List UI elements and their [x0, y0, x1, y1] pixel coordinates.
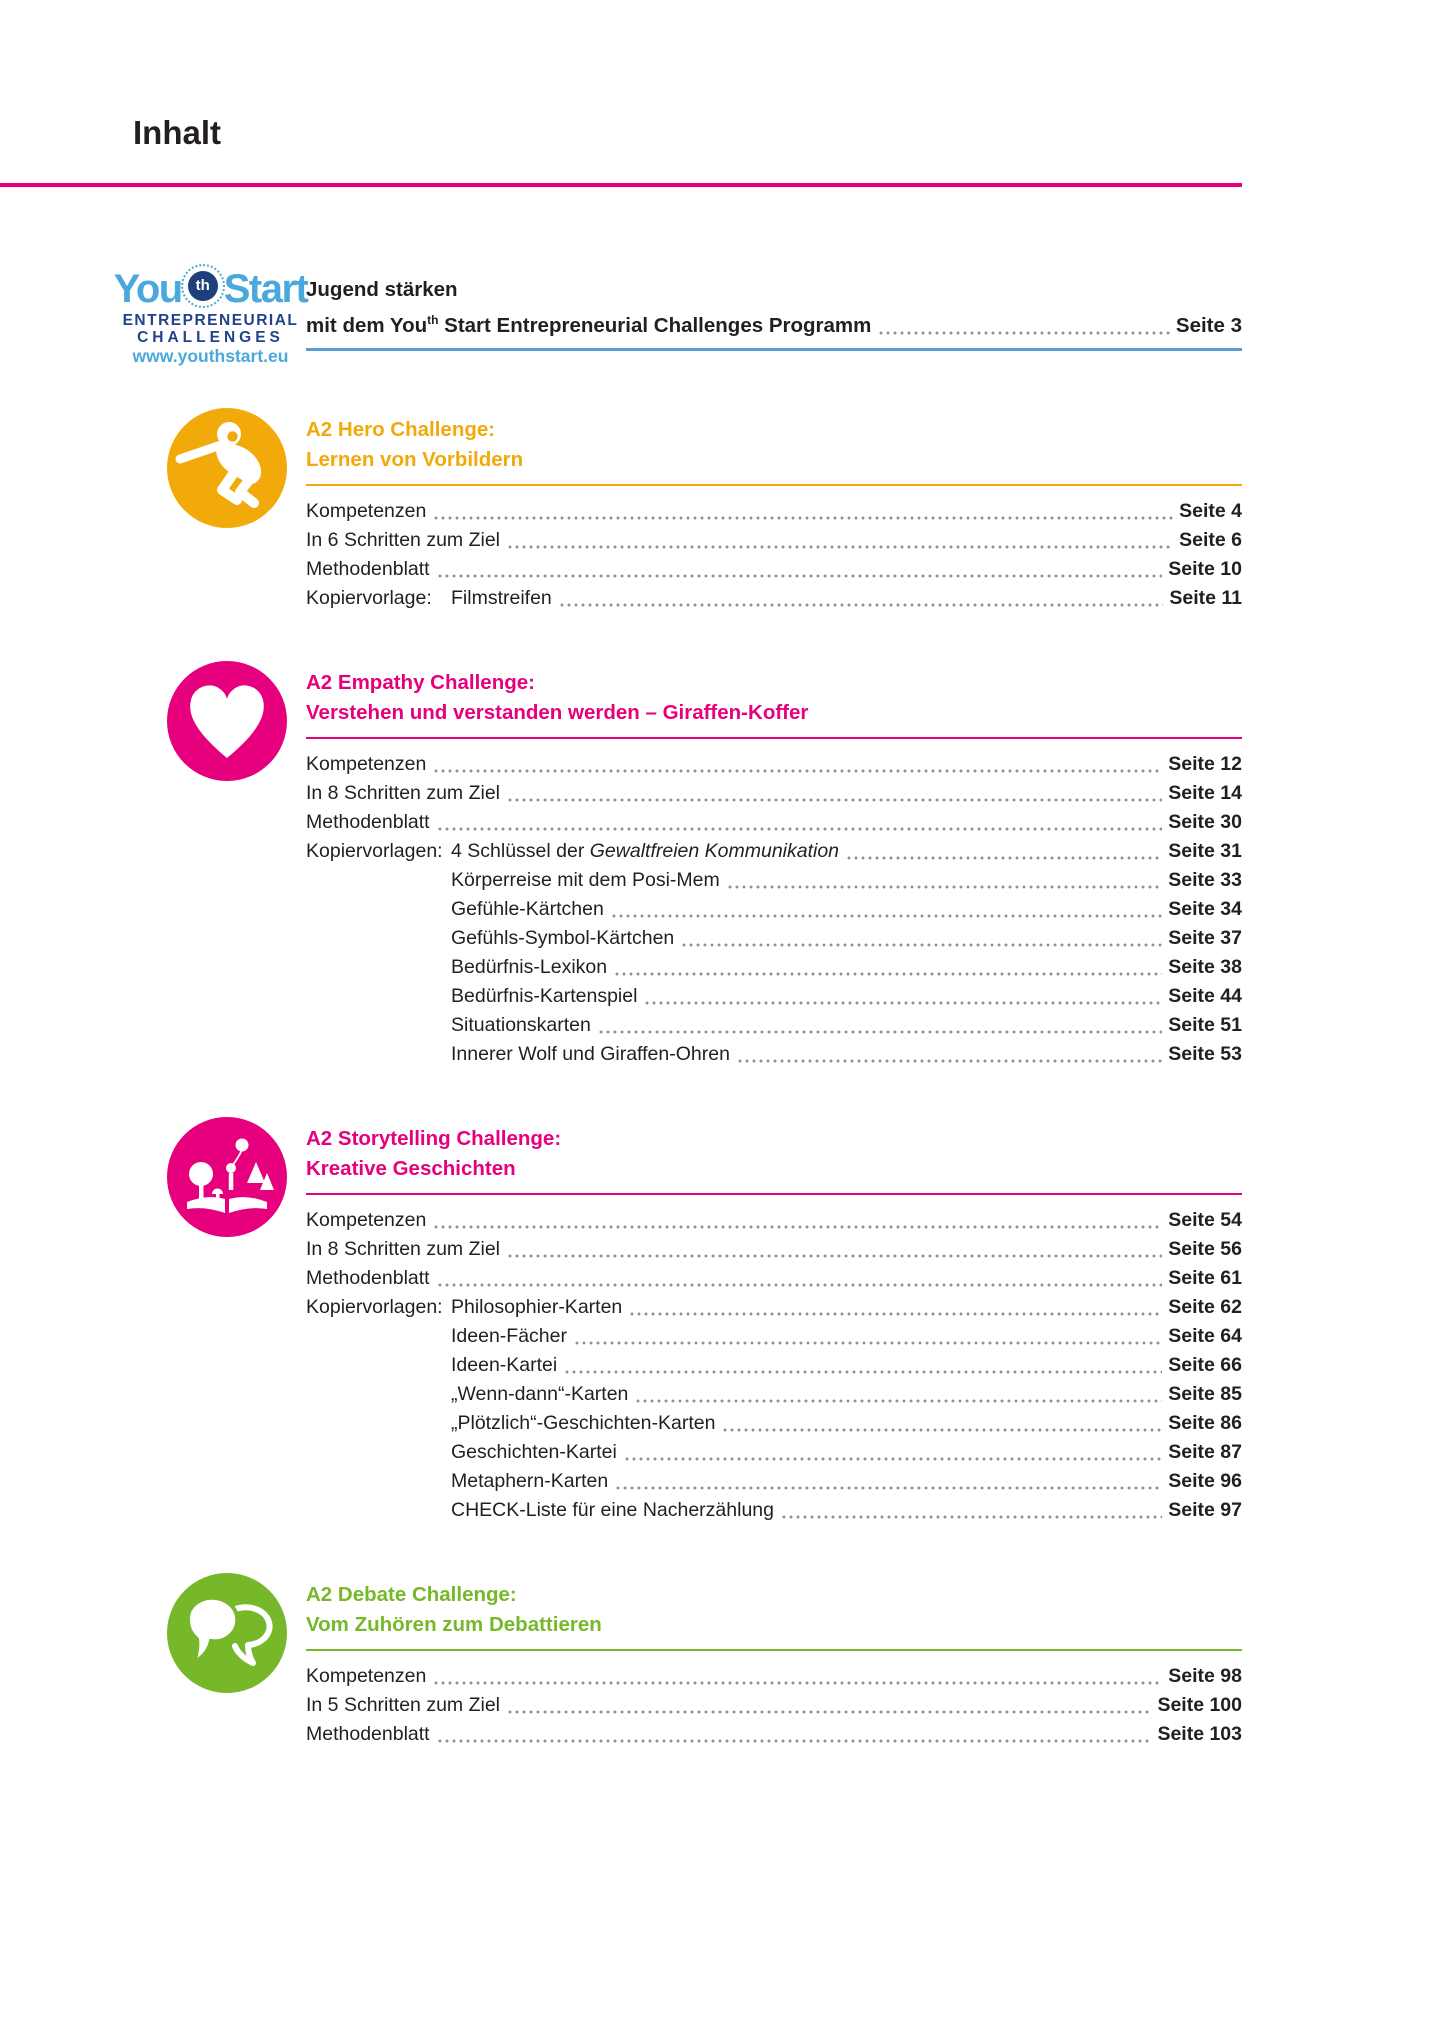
dotted-leader	[599, 1030, 1162, 1034]
section-content	[306, 1117, 1242, 1525]
page-number: Seite 44	[1168, 985, 1242, 1007]
dotted-leader	[508, 545, 1173, 549]
section-entries	[306, 750, 1242, 1069]
logo-subtitle-entrepreneurial: ENTREPRENEURIAL	[122, 312, 299, 329]
section-content	[306, 408, 1242, 613]
page-number: Seite 3	[1175, 313, 1242, 337]
section-icon-col	[133, 1573, 306, 1749]
entry-title: Kompetenzen	[306, 1665, 427, 1687]
section-content	[306, 1573, 1242, 1749]
toc-section	[0, 408, 1445, 613]
entry-title: Ideen-Kartei	[451, 1354, 558, 1376]
page-number: Seite 87	[1168, 1441, 1242, 1463]
section-title	[306, 1124, 1242, 1184]
page-number: Seite 4	[1179, 500, 1242, 522]
page-number: Seite 100	[1157, 1694, 1242, 1716]
dotted-leader	[636, 1399, 1162, 1403]
intro-divider	[306, 348, 1242, 351]
entry-title: Philosophier-Karten	[451, 1296, 623, 1318]
dotted-leader	[508, 1254, 1162, 1258]
section-icon-col	[133, 1117, 306, 1525]
dotted-leader	[645, 1001, 1162, 1005]
dotted-leader	[438, 1739, 1152, 1743]
page-number: Seite 98	[1168, 1665, 1242, 1687]
logo-th-badge	[181, 264, 225, 308]
dotted-leader	[565, 1370, 1162, 1374]
logo-subtitle-challenges: CHALLENGES	[137, 329, 284, 346]
toc-entry	[306, 1293, 1242, 1322]
dotted-leader	[847, 856, 1162, 860]
logo-word-start: Start	[223, 267, 308, 311]
page-number: Seite 37	[1168, 927, 1242, 949]
toc-entry	[306, 555, 1242, 584]
dotted-leader	[508, 798, 1162, 802]
page-number: Seite 6	[1179, 529, 1242, 551]
entry-label-column: Kopiervorlage:	[306, 587, 432, 609]
page-number: Seite 51	[1168, 1014, 1242, 1036]
entry-title: Methodenblatt	[306, 1723, 430, 1745]
section-icon-col	[133, 661, 306, 1069]
section-title-line1: A2 Hero Challenge:	[306, 418, 496, 441]
youthstart-logo	[115, 269, 306, 366]
heart-icon	[167, 661, 287, 781]
page-number: Seite 86	[1168, 1412, 1242, 1434]
sections	[0, 408, 1445, 1749]
page-number: Seite 97	[1168, 1499, 1242, 1521]
toc-entry	[306, 1264, 1242, 1293]
page-number: Seite 64	[1168, 1325, 1242, 1347]
section-title-line2: Lernen von Vorbildern	[306, 448, 524, 471]
toc-entry	[306, 1438, 1242, 1467]
dotted-leader	[560, 603, 1164, 607]
dotted-leader	[682, 943, 1162, 947]
section-content	[306, 661, 1242, 1069]
logo-th-badge-text: th	[188, 271, 218, 301]
intro-heading-text: mit dem You$^{th}$ Start Entrepreneurial Challenges Programm	[306, 313, 872, 337]
toc-entry	[306, 584, 1242, 613]
section-title-line1: A2 Debate Challenge:	[306, 1583, 517, 1606]
section-divider	[306, 484, 1242, 486]
section-entries	[306, 497, 1242, 613]
toc-entry	[306, 1380, 1242, 1409]
section-title-line1: A2 Storytelling Challenge:	[306, 1127, 562, 1150]
section-title-line2: Kreative Geschichten	[306, 1157, 516, 1180]
dotted-leader	[630, 1312, 1162, 1316]
entry-title: „Wenn-dann“-Karten	[451, 1383, 629, 1405]
entry-title: „Plötzlich“-Geschichten-Karten	[451, 1412, 716, 1434]
entry-title: Körperreise mit dem Posi-Mem	[451, 869, 720, 891]
dotted-leader	[625, 1457, 1162, 1461]
dotted-leader	[434, 1225, 1162, 1229]
entry-title: In 5 Schritten zum Ziel	[306, 1694, 500, 1716]
entry-title: Methodenblatt	[306, 1267, 430, 1289]
page-number: Seite 62	[1168, 1296, 1242, 1318]
entry-title: Innerer Wolf und Giraffen-Ohren	[451, 1043, 730, 1065]
intro-row	[115, 269, 1242, 366]
toc-entry	[306, 895, 1242, 924]
toc-entry	[306, 1720, 1242, 1749]
toc-entry	[306, 1691, 1242, 1720]
toc-entry	[306, 779, 1242, 808]
entry-title: In 6 Schritten zum Ziel	[306, 529, 500, 551]
entry-title: Kompetenzen	[306, 1209, 427, 1231]
toc-entry	[306, 808, 1242, 837]
logo-word-you: You	[113, 267, 182, 311]
dotted-leader	[879, 331, 1170, 335]
entry-title: Methodenblatt	[306, 558, 430, 580]
toc-entry	[306, 982, 1242, 1011]
dotted-leader	[728, 885, 1163, 889]
dotted-leader	[575, 1341, 1162, 1345]
page-number: Seite 61	[1168, 1267, 1242, 1289]
entry-title: Geschichten-Kartei	[451, 1441, 617, 1463]
logo-wordmark	[115, 269, 306, 309]
title-divider	[0, 183, 1242, 187]
entry-title: Bedürfnis-Kartenspiel	[451, 985, 638, 1007]
toc-entry	[306, 924, 1242, 953]
dotted-leader	[438, 827, 1163, 831]
page-number: Seite 12	[1168, 753, 1242, 775]
section-icon-col	[133, 408, 306, 613]
page-number: Seite 56	[1168, 1238, 1242, 1260]
page-number: Seite 66	[1168, 1354, 1242, 1376]
intro-heading-line1: Jugend stärken	[306, 278, 458, 301]
entry-title: Ideen-Fächer	[451, 1325, 567, 1347]
toc-entry	[306, 1467, 1242, 1496]
entry-label-column: Kopiervorlagen:	[306, 1296, 443, 1318]
entry-title: 4 Schlüssel der Gewaltfreien Kommunikation	[451, 840, 840, 862]
section-title	[306, 668, 1242, 728]
toc-entry	[306, 750, 1242, 779]
section-title	[306, 415, 1242, 475]
toc-section	[0, 1117, 1445, 1525]
toc-entry	[306, 1351, 1242, 1380]
toc-entry	[306, 1206, 1242, 1235]
intro-content	[306, 269, 1242, 366]
dotted-leader	[723, 1428, 1162, 1432]
page-number: Seite 85	[1168, 1383, 1242, 1405]
toc-entry	[306, 866, 1242, 895]
page-number: Seite 14	[1168, 782, 1242, 804]
entry-title: Gefühle-Kärtchen	[451, 898, 604, 920]
entry-title: Situationskarten	[451, 1014, 591, 1036]
section-title-line1: A2 Empathy Challenge:	[306, 671, 535, 694]
page-number: Seite 54	[1168, 1209, 1242, 1231]
entry-title: Kompetenzen	[306, 500, 427, 522]
page-title: Inhalt	[133, 114, 221, 151]
toc-section	[0, 1573, 1445, 1749]
toc-entry	[306, 1011, 1242, 1040]
toc-entry	[306, 497, 1242, 526]
page-number: Seite 33	[1168, 869, 1242, 891]
section-divider	[306, 1193, 1242, 1195]
entry-title: Bedürfnis-Lexikon	[451, 956, 608, 978]
toc-entry	[306, 837, 1242, 866]
page-number: Seite 96	[1168, 1470, 1242, 1492]
speech-bubbles-icon	[167, 1573, 287, 1693]
storybook-scene-icon	[167, 1117, 287, 1237]
dotted-leader	[508, 1710, 1151, 1714]
entry-title: CHECK-Liste für eine Nacherzählung	[451, 1499, 774, 1521]
toc-entry	[306, 953, 1242, 982]
entry-title: Kompetenzen	[306, 753, 427, 775]
entry-title: Metaphern-Karten	[451, 1470, 609, 1492]
entry-title: Methodenblatt	[306, 811, 430, 833]
page-number: Seite 11	[1169, 587, 1242, 609]
dotted-leader	[438, 574, 1163, 578]
dotted-leader	[438, 1283, 1163, 1287]
page-number: Seite 31	[1168, 840, 1242, 862]
intro-heading-line2	[306, 305, 1242, 341]
entry-title: In 8 Schritten zum Ziel	[306, 1238, 500, 1260]
section-title-line2: Verstehen und verstanden werden – Giraffen-Koffer	[306, 701, 809, 724]
toc-entry	[306, 1409, 1242, 1438]
section-divider	[306, 737, 1242, 739]
logo-url: www.youthstart.eu	[132, 346, 289, 366]
toc-entry	[306, 1322, 1242, 1351]
toc-section	[0, 661, 1445, 1069]
entry-label-column: Kopiervorlagen:	[306, 840, 443, 862]
dotted-leader	[434, 516, 1173, 520]
dotted-leader	[612, 914, 1162, 918]
section-title	[306, 1580, 1242, 1640]
toc-entry	[306, 1040, 1242, 1069]
section-title-line2: Vom Zuhören zum Debattieren	[306, 1613, 602, 1636]
section-entries	[306, 1662, 1242, 1749]
toc-entry	[306, 1235, 1242, 1264]
entry-title: In 8 Schritten zum Ziel	[306, 782, 500, 804]
toc-entry	[306, 1662, 1242, 1691]
page-number: Seite 103	[1157, 1723, 1242, 1745]
page-number: Seite 30	[1168, 811, 1242, 833]
page-number: Seite 53	[1168, 1043, 1242, 1065]
dotted-leader	[782, 1515, 1162, 1519]
entry-title: Gefühls-Symbol-Kärtchen	[451, 927, 675, 949]
toc-entry	[306, 526, 1242, 555]
dotted-leader	[434, 769, 1162, 773]
dotted-leader	[615, 972, 1162, 976]
dotted-leader	[738, 1059, 1162, 1063]
toc-entry	[306, 1496, 1242, 1525]
page-number: Seite 34	[1168, 898, 1242, 920]
section-entries	[306, 1206, 1242, 1525]
page-number: Seite 10	[1168, 558, 1242, 580]
dotted-leader	[616, 1486, 1162, 1490]
page-number: Seite 38	[1168, 956, 1242, 978]
entry-title: Filmstreifen	[451, 587, 552, 609]
section-divider	[306, 1649, 1242, 1651]
dotted-leader	[434, 1681, 1162, 1685]
hero-flying-superhero-icon	[167, 408, 287, 528]
